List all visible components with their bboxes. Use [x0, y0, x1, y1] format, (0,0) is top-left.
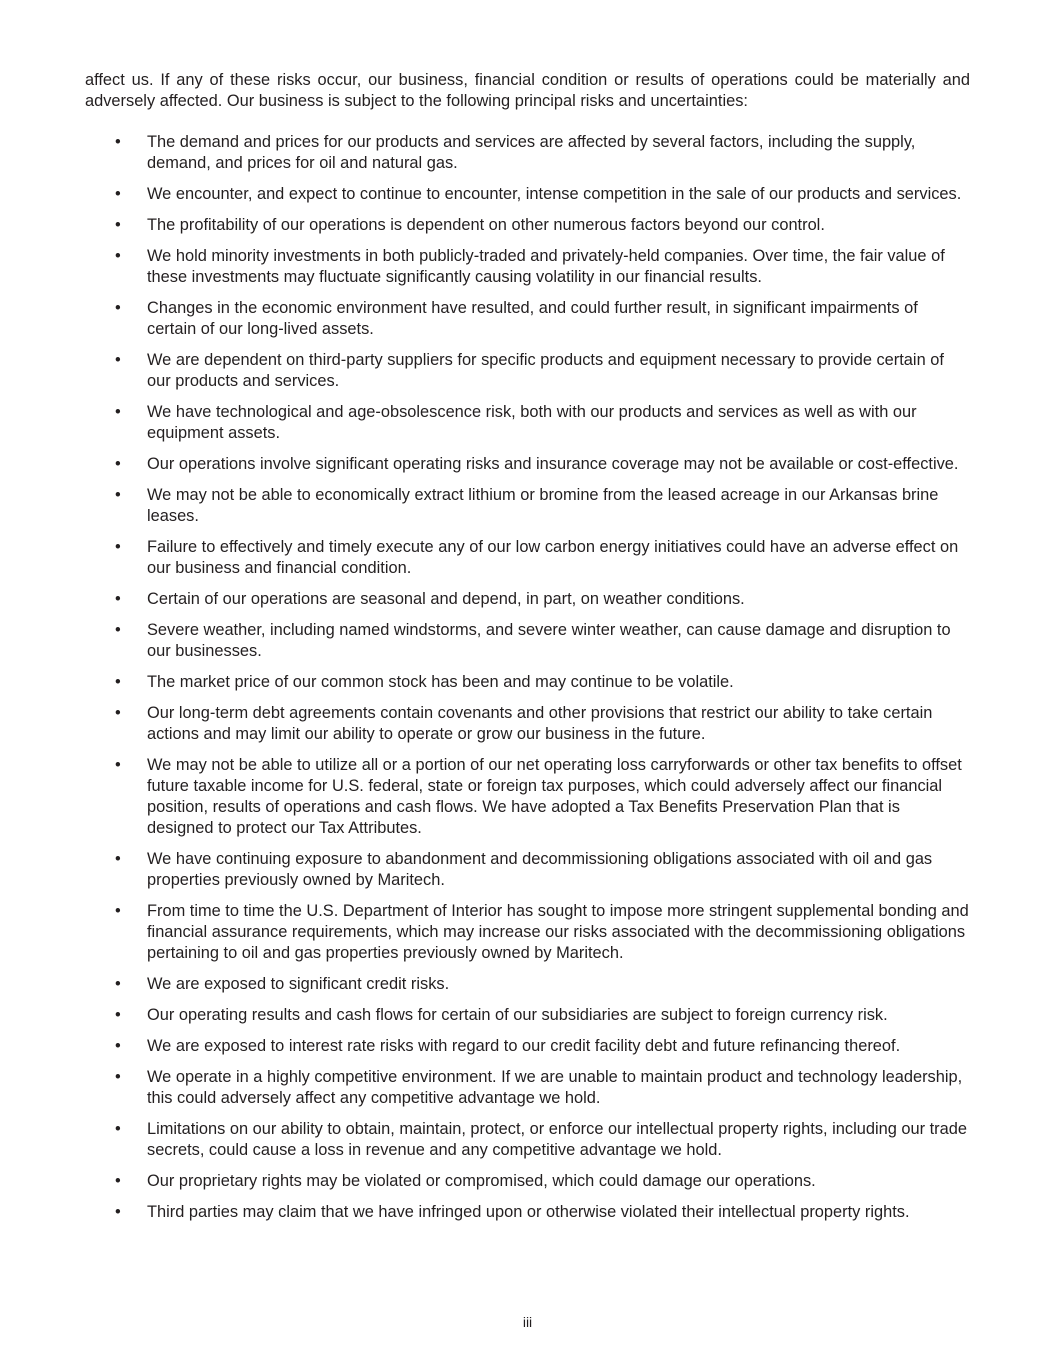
risk-text: From time to time the U.S. Department of Interior has sought to impose more stringent supplemental bonding and financial assurance requirements, which may increase our risks associated with the decommissioning obligations pertaining to oil and gas properties previously owned by Maritech.	[147, 902, 969, 962]
risk-item	[85, 672, 970, 693]
risk-item	[85, 350, 970, 392]
risk-text: We encounter, and expect to continue to encounter, intense competition in the sale of our products and services.	[147, 185, 962, 203]
risk-item	[85, 755, 970, 839]
bullet-icon: •	[115, 1203, 121, 1221]
risk-item	[85, 215, 970, 236]
risk-text: Our long-term debt agreements contain covenants and other provisions that restrict our ability to take certain actions and may limit our ability to operate or grow our business in the future.	[147, 704, 933, 743]
risk-text: We are dependent on third-party suppliers for specific products and equipment necessary to provide certain of our products and services.	[147, 351, 944, 390]
risk-text: Our operations involve significant operating risks and insurance coverage may not be available or cost-effective.	[147, 455, 959, 473]
risk-factor-list	[85, 132, 970, 1223]
bullet-icon: •	[115, 590, 121, 608]
bullet-icon: •	[115, 756, 121, 774]
bullet-icon: •	[115, 216, 121, 234]
risk-text: We may not be able to economically extract lithium or bromine from the leased acreage in our Arkansas brine leases.	[147, 486, 939, 525]
risk-text: The demand and prices for our products and services are affected by several factors, including the supply, demand, and prices for oil and natural gas.	[147, 133, 916, 172]
bullet-icon: •	[115, 902, 121, 920]
risk-text: We may not be able to utilize all or a portion of our net operating loss carryforwards or other tax benefits to offset future taxable income for U.S. federal, state or foreign tax purposes, which could adversely affect our financial position, results of operations and cash flows. We have adopted a Tax Benefits Preservation Plan that is designed to protect our Tax Attributes.	[147, 756, 962, 837]
bullet-icon: •	[115, 538, 121, 556]
bullet-icon: •	[115, 850, 121, 868]
risk-item	[85, 184, 970, 205]
risk-item	[85, 974, 970, 995]
bullet-icon: •	[115, 621, 121, 639]
risk-text: The market price of our common stock has been and may continue to be volatile.	[147, 673, 734, 691]
bullet-icon: •	[115, 1120, 121, 1138]
risk-text: Our operating results and cash flows for certain of our subsidiaries are subject to foreign currency risk.	[147, 1006, 888, 1024]
risk-item	[85, 454, 970, 475]
risk-item	[85, 703, 970, 745]
risk-text: We hold minority investments in both publicly-traded and privately-held companies. Over time, the fair value of these investments may fluctuate significantly causing volatility in our financial results.	[147, 247, 945, 286]
risk-text: Third parties may claim that we have infringed upon or otherwise violated their intellectual property rights.	[147, 1203, 910, 1221]
risk-text: We have continuing exposure to abandonment and decommissioning obligations associated with oil and gas properties previously owned by Maritech.	[147, 850, 933, 889]
risk-text: We operate in a highly competitive environment. If we are unable to maintain product and technology leadership, this could adversely affect any competitive advantage we hold.	[147, 1068, 963, 1107]
risk-item	[85, 1202, 970, 1223]
risk-text: Limitations on our ability to obtain, maintain, protect, or enforce our intellectual property rights, including our trade secrets, could cause a loss in revenue and any competitive advantage we hold.	[147, 1120, 967, 1159]
risk-text: Changes in the economic environment have resulted, and could further result, in significant impairments of certain of our long-lived assets.	[147, 299, 918, 338]
risk-item	[85, 1171, 970, 1192]
risk-item	[85, 1005, 970, 1026]
risk-item	[85, 485, 970, 527]
risk-item	[85, 901, 970, 964]
risk-item	[85, 132, 970, 174]
bullet-icon: •	[115, 704, 121, 722]
risk-item	[85, 620, 970, 662]
risk-text: Certain of our operations are seasonal and depend, in part, on weather conditions.	[147, 590, 745, 608]
risk-item	[85, 537, 970, 579]
bullet-icon: •	[115, 1068, 121, 1086]
bullet-icon: •	[115, 133, 121, 151]
risk-item	[85, 298, 970, 340]
bullet-icon: •	[115, 403, 121, 421]
risk-text: Our proprietary rights may be violated or compromised, which could damage our operations.	[147, 1172, 816, 1190]
risk-item	[85, 589, 970, 610]
bullet-icon: •	[115, 351, 121, 369]
bullet-icon: •	[115, 299, 121, 317]
risk-item	[85, 1036, 970, 1057]
bullet-icon: •	[115, 975, 121, 993]
bullet-icon: •	[115, 1037, 121, 1055]
bullet-icon: •	[115, 247, 121, 265]
risk-item	[85, 849, 970, 891]
bullet-icon: •	[115, 455, 121, 473]
bullet-icon: •	[115, 1172, 121, 1190]
bullet-icon: •	[115, 673, 121, 691]
risk-item	[85, 1119, 970, 1161]
risk-text: Severe weather, including named windstorms, and severe winter weather, can cause damage and disruption to our businesses.	[147, 621, 951, 660]
risk-text: We have technological and age-obsolescence risk, both with our products and services as well as with our equipment assets.	[147, 403, 917, 442]
risk-text: Failure to effectively and timely execute any of our low carbon energy initiatives could have an adverse effect on our business and financial condition.	[147, 538, 959, 577]
intro-paragraph: affect us. If any of these risks occur, our business, financial condition or results of operations could be materially and adversely affected. Our business is subject to the following principal risks and uncertainties:	[85, 71, 970, 110]
bullet-icon: •	[115, 486, 121, 504]
document-page	[85, 70, 970, 1233]
page-number: iii	[522, 1314, 533, 1330]
risk-item	[85, 402, 970, 444]
risk-text: We are exposed to significant credit risks.	[147, 975, 450, 993]
risk-text: The profitability of our operations is dependent on other numerous factors beyond our control.	[147, 216, 825, 234]
risk-item	[85, 1067, 970, 1109]
risk-item	[85, 246, 970, 288]
bullet-icon: •	[115, 1006, 121, 1024]
risk-text: We are exposed to interest rate risks with regard to our credit facility debt and future refinancing thereof.	[147, 1037, 901, 1055]
bullet-icon: •	[115, 185, 121, 203]
